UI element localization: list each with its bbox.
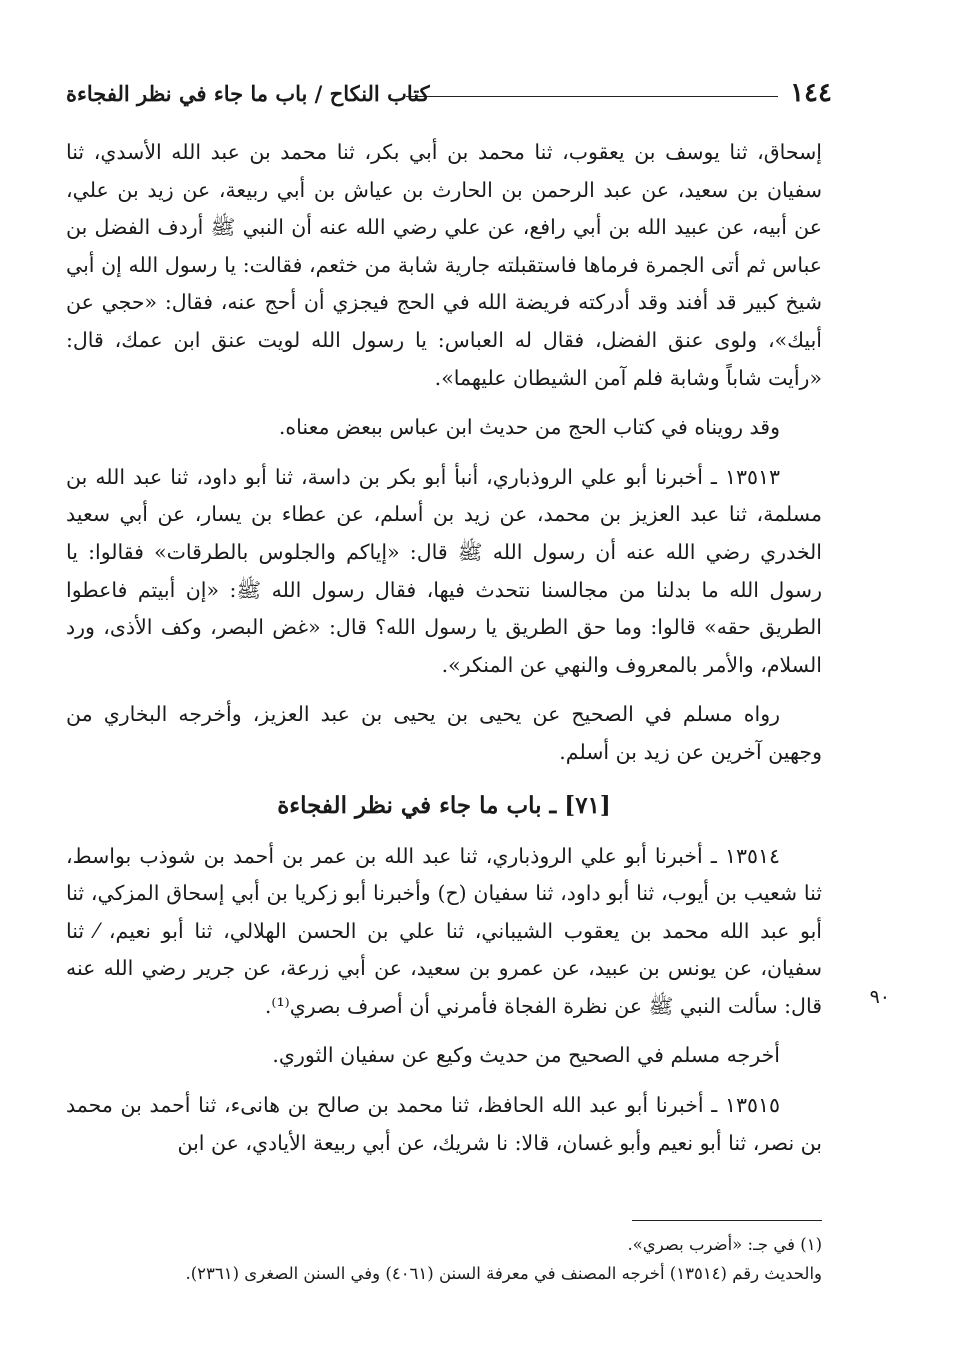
paragraph-commentary: وقد رويناه في كتاب الحج من حديث ابن عباس ببعض معناه.	[278, 415, 780, 440]
paragraph-hadith-13515: ١٣٥١٥ ـ أخبرنا أبو عبد الله الحافظ، ثنا محمد بن صالح بن هانىء، ثنا أحمد بن محمد بن نصر، ثنا أبو نعيم وأبو غسان، قالا: نا شريك، عن أبي ربيعة الأيادي، عن ابن	[66, 1093, 822, 1155]
page-header	[66, 74, 832, 114]
paragraph-hadith-13513: ١٣٥١٣ ـ أخبرنا أبو علي الروذباري، أنبأ أبو بكر بن داسة، ثنا أبو داود، ثنا عبد الله بن مسلمة، ثنا عبد العزيز بن محمد، عن زيد بن أسلم، عن عطاء بن يسار، عن أبي سعيد الخدري رضي الله عنه أن رسول الله ﷺ قال: «إياكم والجلوس بالطرقات» فقالوا: يا رسول الله ما بدلنا من مجالسنا نتحدث فيها، فقال رسول الله ﷺ: «إن أبيتم فاعطوا الطريق حقه» قالوا: وما حق الطريق يا رسول الله؟ قال: «غض البصر، وكف الأذى، ورد السلام، والأمر بالمعروف والنهي عن المنكر».	[66, 464, 822, 677]
body-text	[66, 134, 822, 1174]
paragraph-commentary: رواه مسلم في الصحيح عن يحيى بن يحيى بن عبد العزيز، وأخرجه البخاري من وجهين آخرين عن زيد بن أسلم.	[66, 702, 822, 764]
paragraph-hadith-continuation: إسحاق، ثنا يوسف بن يعقوب، ثنا محمد بن أبي بكر، ثنا محمد بن عبد الله الأسدي، ثنا سفيان بن سعيد، عن عبد الرحمن بن الحارث بن عياش بن أبي ربيعة، عن زيد بن علي، عن أبيه، عن عبيد الله بن أبي رافع، عن علي رضي الله عنه أن النبي ﷺ أردف الفضل بن عباس ثم أتى الجمرة فرماها فاستقبلته جارية شابة من خثعم، فقالت: يا رسول الله إن أبي شيخ كبير قد أفند وقد أدركته فريضة الله في الحج فيجزي أن أحج عنه، فقال: «حجي عن أبيك»، ولوى عنق الفضل، فقال له العباس: يا رسول الله لويت عنق ابن عمك، قال: «رأيت شاباً وشابة فلم آمن الشيطان عليهما».	[66, 140, 822, 390]
footnotes	[60, 1230, 822, 1288]
footnote-rule	[632, 1220, 822, 1221]
section-title: [٧١] ـ باب ما جاء في نظر الفجاءة	[277, 791, 611, 819]
footnote-2: والحديث رقم (١٣٥١٤) أخرجه المصنف في معرفة السنن (٤٠٦١) وفي السنن الصغرى (٢٣٦١).	[185, 1264, 822, 1283]
paragraph-hadith-13514: ١٣٥١٤ ـ أخبرنا أبو علي الروذباري، ثنا عبد الله بن عمر بن أحمد بن شوذب بواسط، ثنا شعيب بن أيوب، ثنا أبو داود، ثنا سفيان (ح) وأخبرنا أبو زكريا بن أبي إسحاق المزكي، ثنا أبو عبد الله محمد بن يعقوب الشيباني، ثنا علي بن الحسن الهلالي، ثنا أبو نعيم، ⁄ ثنا سفيان، عن يونس بن عبيد، عن عمرو بن سعيد، عن أبي زرعة، عن جرير رضي الله عنه قال: سألت النبي ﷺ عن نظرة الفجاة فأمرني أن أصرف بصري⁽¹⁾.	[66, 843, 822, 1018]
page-number: ١٤٤	[790, 78, 832, 108]
header-rule	[406, 96, 778, 97]
margin-page-reference: ٩٠	[869, 986, 890, 1008]
running-title: كتاب النكاح / باب ما جاء في نظر الفجاءة	[66, 81, 430, 106]
paragraph-commentary: أخرجه مسلم في الصحيح من حديث وكيع عن سفيان الثوري.	[272, 1043, 780, 1068]
footnote-1: (١) في جـ: «أضرب بصري».	[627, 1235, 822, 1254]
